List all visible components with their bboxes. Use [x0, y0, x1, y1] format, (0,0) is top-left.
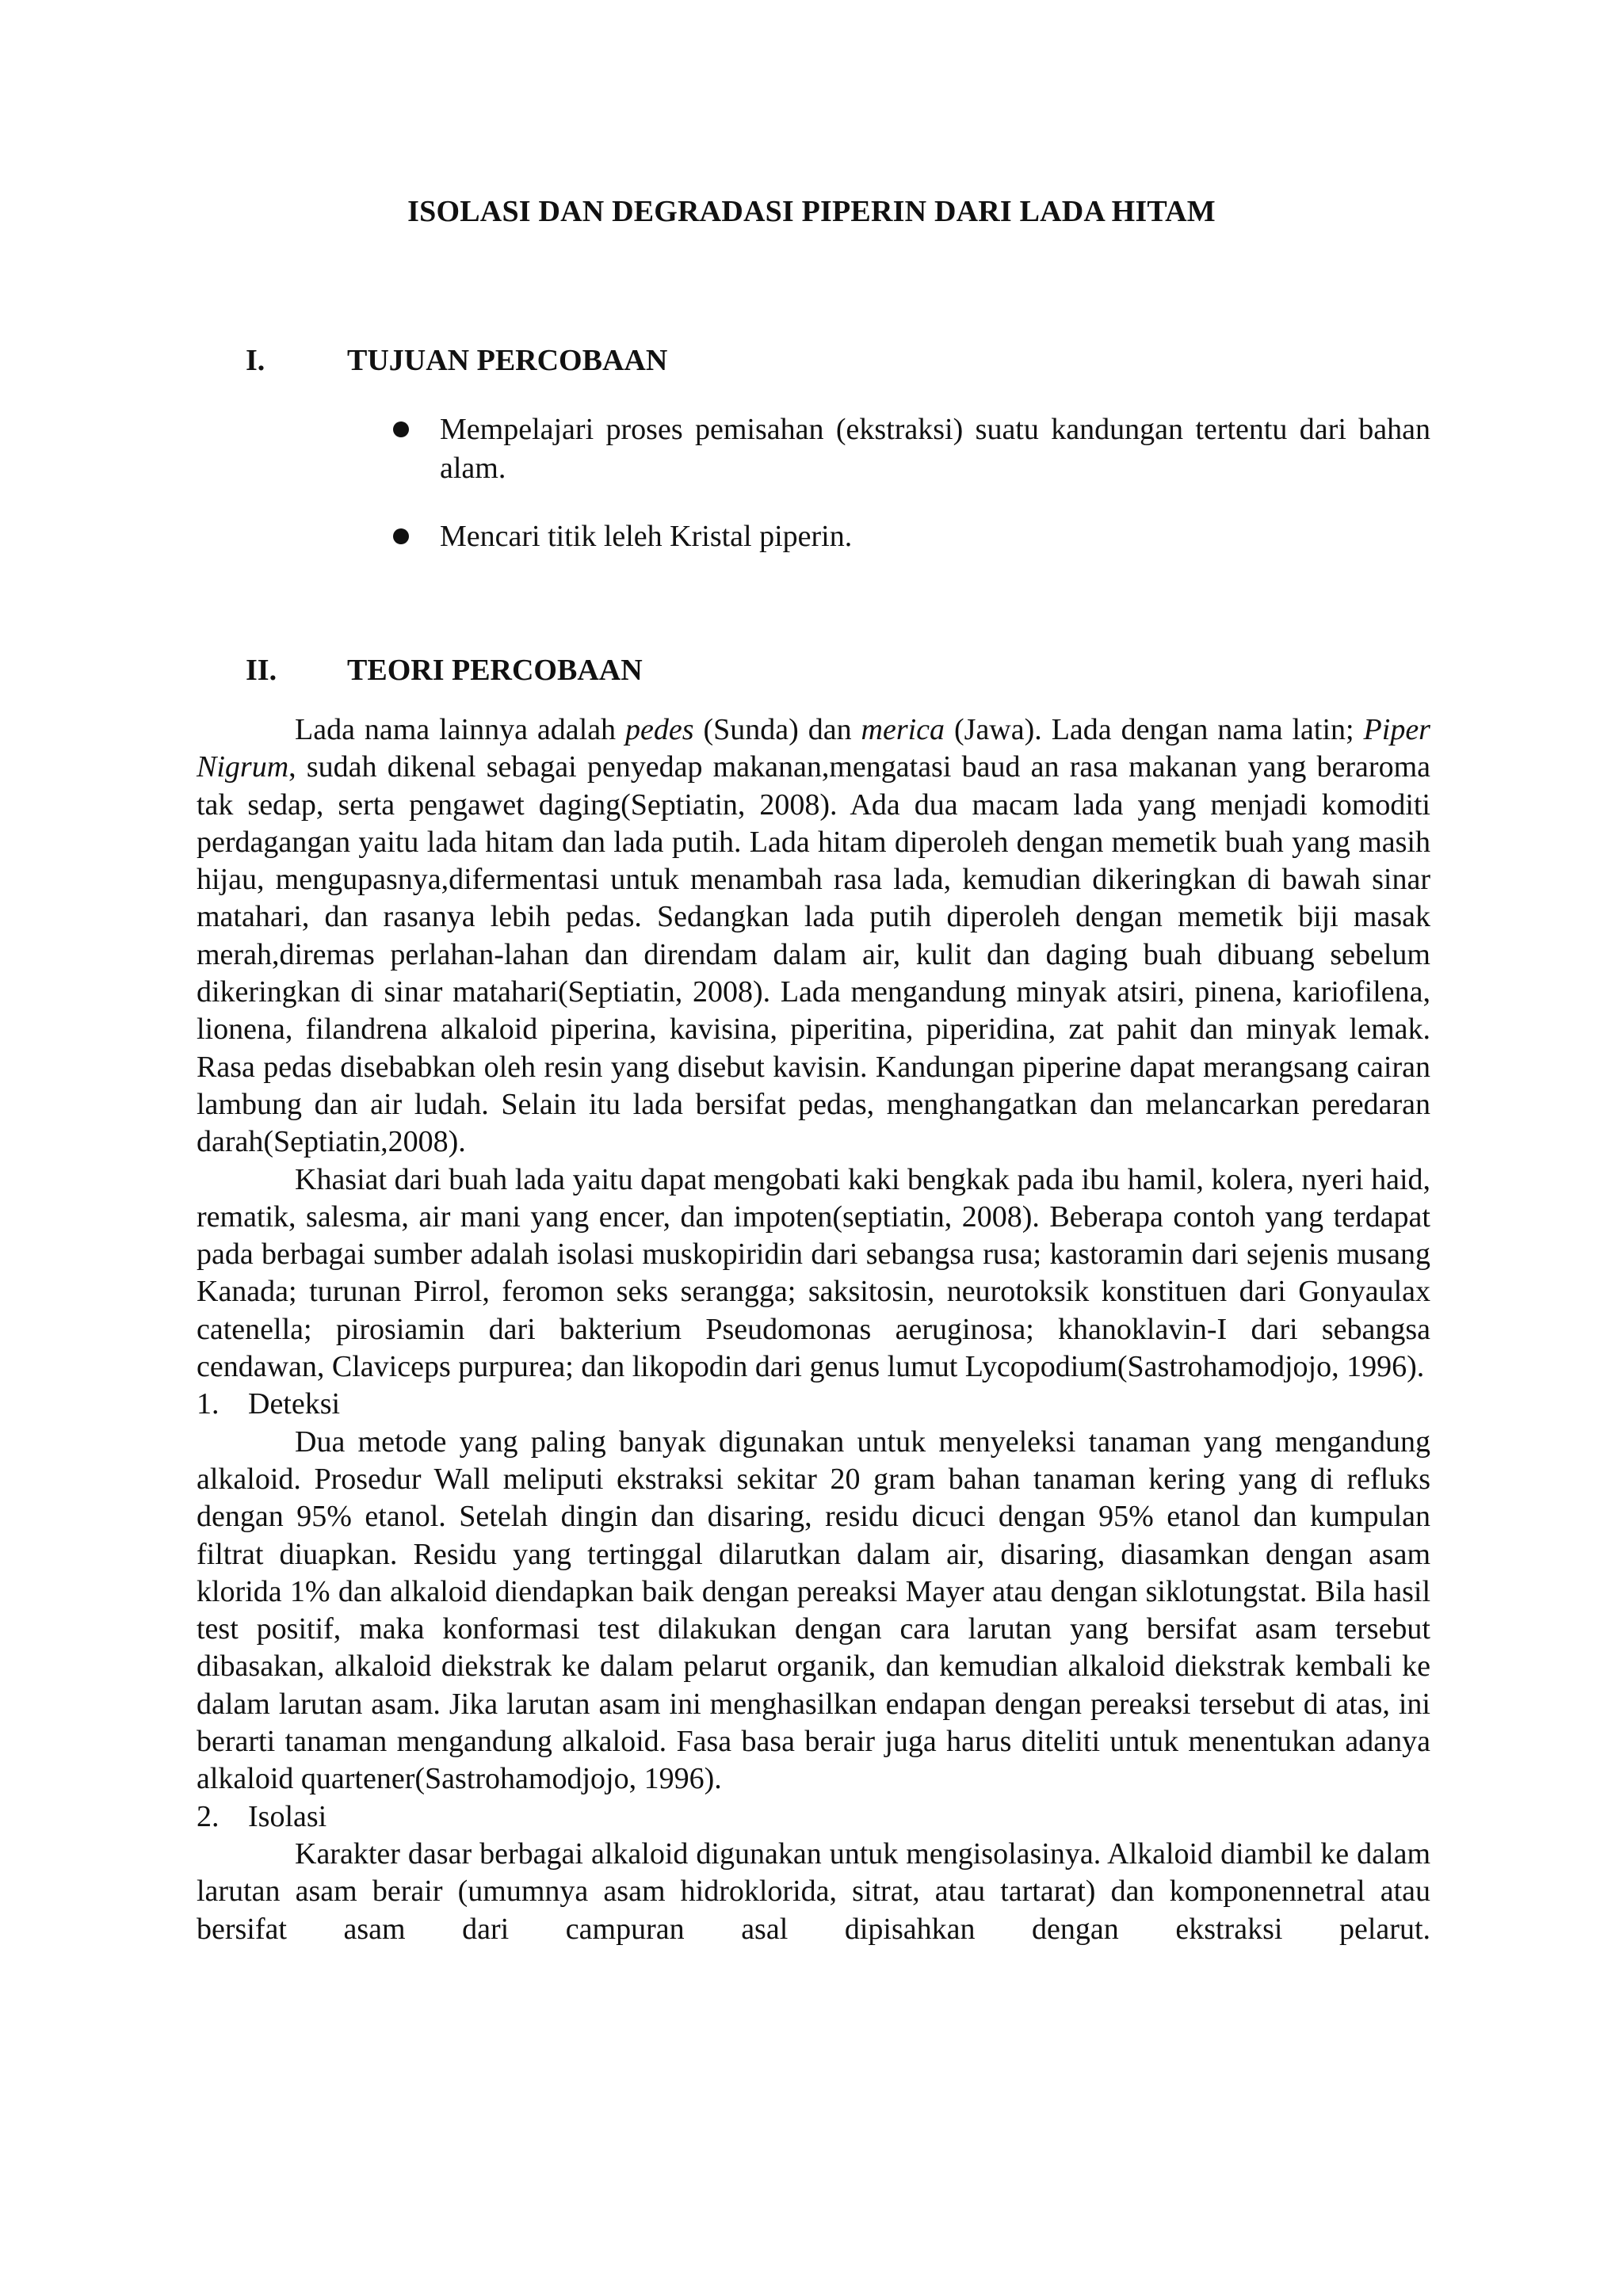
section-title: TEORI PERCOBAAN: [347, 654, 643, 687]
bullet-icon: [393, 528, 409, 544]
item-number: 2.: [197, 1799, 220, 1833]
italic-term: Piper Nigrum: [197, 713, 1430, 784]
item-number: 1.: [197, 1387, 220, 1421]
numbered-subheading-isolasi: [197, 1798, 1430, 1836]
section-title: TUJUAN PERCOBAAN: [347, 344, 668, 377]
section-heading-teori: [246, 655, 643, 685]
text-run: (Jawa). Lada dengan nama latin;: [945, 713, 1364, 746]
paragraph: Dua metode yang paling banyak digunakan untuk menyeleksi tanaman yang mengandung alkaloid. Prosedur Wall meliputi ekstraksi sekitar 20 gram bahan tanaman kering yang di refluks dengan 95% etanol. Setelah dingin dan disaring, residu dicuci dengan 95% etanol dan kumpulan filtrat diuapkan. Residu yang tertinggal dilarutkan dalam air, disaring, diasamkan dengan asam klorida 1% dan alkaloid diendapkan baik dengan pereaksi Mayer atau dengan siklotungstat. Bila hasil test positif, maka konformasi test dilakukan dengan cara larutan yang bersifat asam tersebut dibasakan, alkaloid diekstrak ke dalam pelarut organik, dan kemudian alkaloid diekstrak kembali ke dalam larutan asam. Jika larutan asam ini menghasilkan endapan dengan pereaksi tersebut di atas, ini berarti tanaman mengandung alkaloid. Fasa basa berair juga harus diteliti untuk menentukan adanya alkaloid quartener(Sastrohamodjojo, 1996).: [197, 1425, 1430, 1796]
item-label: Isolasi: [248, 1799, 327, 1833]
section-number: II.: [246, 654, 277, 687]
paragraph: [197, 711, 1430, 1161]
section-number: I.: [246, 344, 265, 377]
italic-term: merica: [861, 713, 945, 746]
section-heading-tujuan: [246, 345, 667, 376]
objective-item: Mempelajari proses pemisahan (ekstraksi) suatu kandungan tertentu dari bahan alam.: [440, 413, 1430, 485]
numbered-subheading-deteksi: [197, 1386, 1430, 1423]
item-label: Deteksi: [248, 1387, 341, 1421]
paragraph: Khasiat dari buah lada yaitu dapat mengobati kaki bengkak pada ibu hamil, kolera, nyeri haid, rematik, salesma, air mani yang encer, dan impoten(septiatin, 2008). Beberapa contoh yang terdapat pada berbagai sumber adalah isolasi muskopiridin dari sebangsa rusa; kastoramin dari sejenis musang Kanada; turunan Pirrol, feromon seks serangga; saksitosin, neurotoksik konstituen dari Gonyaulax catenella; pirosiamin dari bakterium Pseudomonas aeruginosa; khanoklavin-I dari sebangsa cendawan, Claviceps purpurea; dan likopodin dari genus lumut Lycopodium(Sastrohamodjojo, 1996).: [197, 1162, 1430, 1384]
text-run: Lada nama lainnya adalah: [295, 713, 625, 746]
paragraph: Karakter dasar berbagai alkaloid digunakan untuk mengisolasinya. Alkaloid diambil ke dalam larutan asam berair (umumnya asam hidroklorida, sitrat, atau tartarat) dan komponennetral atau bersifat asam dari campuran asal dipisahkan dengan ekstraksi pelarut.: [197, 1836, 1430, 1946]
italic-term: pedes: [625, 713, 694, 746]
text-run: , sudah dikenal sebagai penyedap makanan,mengatasi baud an rasa makanan yang beraroma tak sedap, serta pengawet daging(Septiatin, 2008). Ada dua macam lada yang menjadi komoditi perdagangan yaitu lada hitam dan lada putih. Lada hitam diperoleh dengan memetik buah yang masih hijau, mengupasnya,difermentasi untuk menambah rasa lada, kemudian dikeringkan di bawah sinar matahari, dan rasanya lebih pedas. Sedangkan lada putih diperoleh dengan memetik biji masak merah,diremas perlahan-lahan dan direndam dalam air, kulit dan daging buah dibuang sebelum dikeringkan di sinar matahari(Septiatin, 2008). Lada mengandung minyak atsiri, pinena, kariofilena, lionena, filandrena alkaloid piperina, kavisina, piperitina, piperidina, zat pahit dan minyak lemak. Rasa pedas disebabkan oleh resin yang disebut kavisin. Kandungan piperine dapat merangsang cairan lambung dan air ludah. Selain itu lada bersifat pedas, menghangatkan dan melancarkan peredaran darah(Septiatin,2008).: [197, 750, 1430, 1159]
document-title: ISOLASI DAN DEGRADASI PIPERIN DARI LADA HITAM: [407, 195, 1216, 228]
text-run: (Sunda) dan: [693, 713, 861, 746]
theory-body: [197, 711, 1430, 1948]
bullet-icon: [393, 421, 409, 437]
objective-item: Mencari titik leleh Kristal piperin.: [440, 520, 853, 553]
